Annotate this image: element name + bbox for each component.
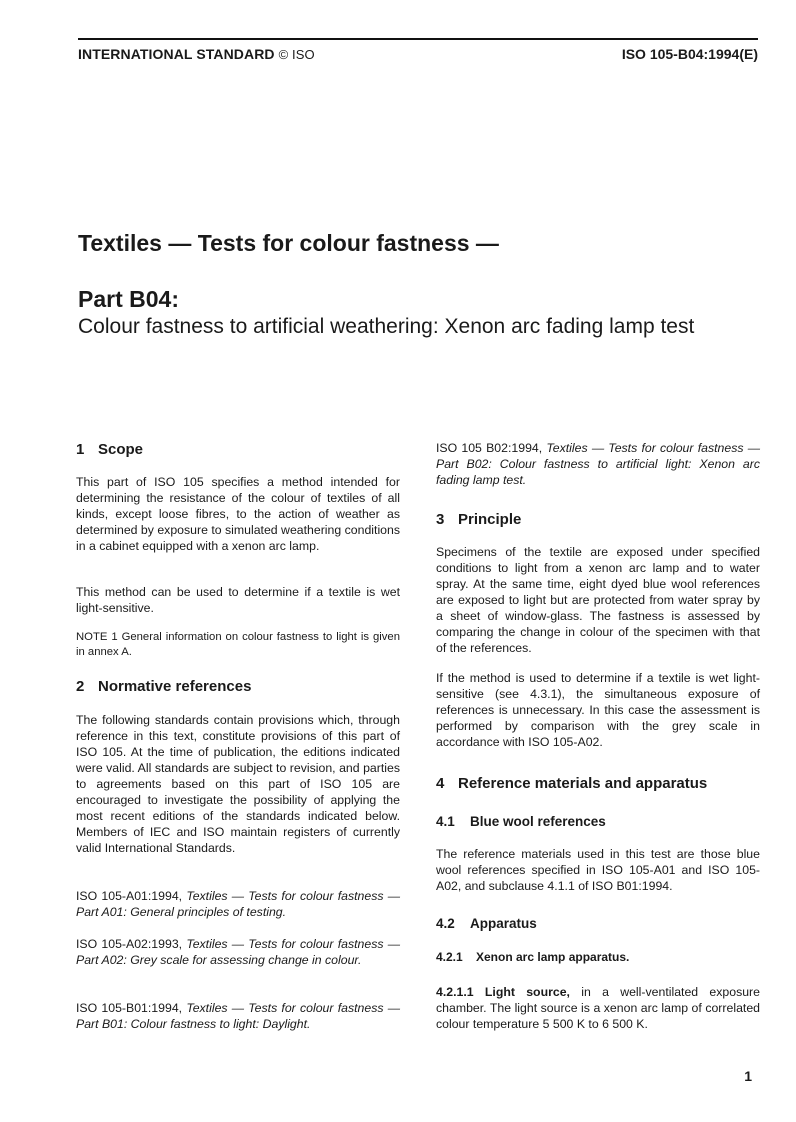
document-title: Textiles — Tests for colour fastness — — [78, 230, 499, 256]
principle-paragraph: Specimens of the textile are exposed under specified conditions to light from a xenon arc lamp and to water spray. At the same time, eight dyed blue wool references are exposed to light but are protected from water spray by a sheet of window-glass. The fastness is assessed by comparing the change in colour of the specimen with that of the references. — [436, 545, 760, 655]
section-heading-reference-materials — [436, 775, 760, 793]
reference-title: Textiles — Tests for colour fastness — Part B02: Colour fastness to artificial light: Xenon arc fading lamp test. — [436, 441, 760, 487]
reference-code: ISO 105-B01:1994, — [76, 1001, 183, 1015]
reference-title: Textiles — Tests for colour fastness — Part A01: General principles of testing. — [76, 889, 401, 919]
reference-a02 — [76, 936, 400, 968]
page-number: 1 — [744, 1068, 752, 1084]
header-rule — [78, 38, 758, 40]
blue-wool-paragraph: The reference materials used in this test are those blue wool references specified in ISO 105-A01 and ISO 105-A02, and subclause 4.1.1 of ISO B01:1994. — [436, 847, 760, 893]
section-heading-normative — [76, 678, 400, 696]
note-1: NOTE 1 General information on colour fastness to light is given in annex A. — [76, 631, 400, 658]
clause-title: Xenon arc lamp apparatus. — [476, 950, 630, 964]
clause-heading-xenon-apparatus — [436, 950, 760, 965]
standard-label — [78, 46, 315, 62]
principle-paragraph-wet: If the method is used to determine if a textile is wet light-sensitive (see 4.3.1), the simultaneous exposure of references is unnecessary. In this case the assessment is performed by comparison with the grey scale in accordance with ISO 105-A02. — [436, 671, 760, 749]
section-title: Principle — [458, 511, 522, 528]
clause-number: 4.2.1.1 — [436, 985, 474, 999]
section-title: Reference materials and apparatus — [458, 775, 708, 792]
clause-text: in a well-ventilated exposure chamber. The light source is a xenon arc lamp of correlated colour temperature 5 500 K to 6 500 K. — [436, 985, 760, 1031]
reference-code: ISO 105-A01:1994, — [76, 889, 183, 903]
section-heading-principle — [436, 511, 760, 529]
subsection-number: 4.2 — [436, 916, 455, 931]
copyright: © ISO — [278, 47, 315, 62]
reference-code: ISO 105 B02:1994, — [436, 441, 543, 455]
section-number: 4 — [436, 775, 445, 792]
normative-paragraph: The following standards contain provisions which, through reference in this text, constitute provisions of this part of ISO 105. At the time of publication, the editions indicated were valid. All standards are subject to revision, and parties to agreements based on this part of ISO 105 are encouraged to investigate the possibility of applying the most recent editions of the standards indicated below. Members of IEC and ISO maintain registers of currently valid International Standards. — [76, 713, 400, 855]
reference-code: ISO 105-A02:1993, — [76, 937, 183, 951]
section-number: 3 — [436, 511, 445, 528]
section-title: Scope — [98, 441, 144, 458]
subsection-title: Blue wool references — [470, 814, 606, 829]
subsection-heading-blue-wool — [436, 813, 760, 830]
part-subtitle: Colour fastness to artificial weathering: Xenon arc fading lamp test — [78, 315, 695, 338]
reference-title: Textiles — Tests for colour fastness — Part B01: Colour fastness to light: Daylight. — [76, 1001, 401, 1031]
light-source-paragraph — [436, 984, 760, 1032]
section-title: Normative references — [98, 678, 252, 695]
standard-type: INTERNATIONAL STANDARD — [78, 46, 275, 62]
subsection-title: Apparatus — [470, 916, 537, 931]
part-label: Part B04: — [78, 286, 179, 312]
subsection-heading-apparatus — [436, 915, 760, 932]
reference-a01 — [76, 888, 400, 920]
reference-title: Textiles — Tests for colour fastness — Part A02: Grey scale for assessing change in colour. — [76, 937, 401, 967]
reference-b02 — [436, 440, 760, 488]
standard-number: ISO 105-B04:1994(E) — [621, 46, 758, 62]
clause-label: Light source, — [484, 985, 570, 999]
section-number: 2 — [76, 678, 85, 695]
scope-paragraph-wet: This method can be used to determine if a textile is wet light-sensitive. — [76, 585, 400, 615]
scope-paragraph: This part of ISO 105 specifies a method intended for determining the resistance of the colour of textiles of all kinds, except loose fibres, to the action of weather as determined by exposure to simulated weathering conditions in a cabinet equipped with a xenon arc lamp. — [76, 475, 401, 553]
section-number: 1 — [76, 441, 85, 458]
subsection-number: 4.1 — [436, 814, 455, 829]
reference-b01 — [76, 1000, 400, 1032]
clause-number: 4.2.1 — [436, 950, 463, 964]
section-heading-scope — [76, 441, 400, 459]
